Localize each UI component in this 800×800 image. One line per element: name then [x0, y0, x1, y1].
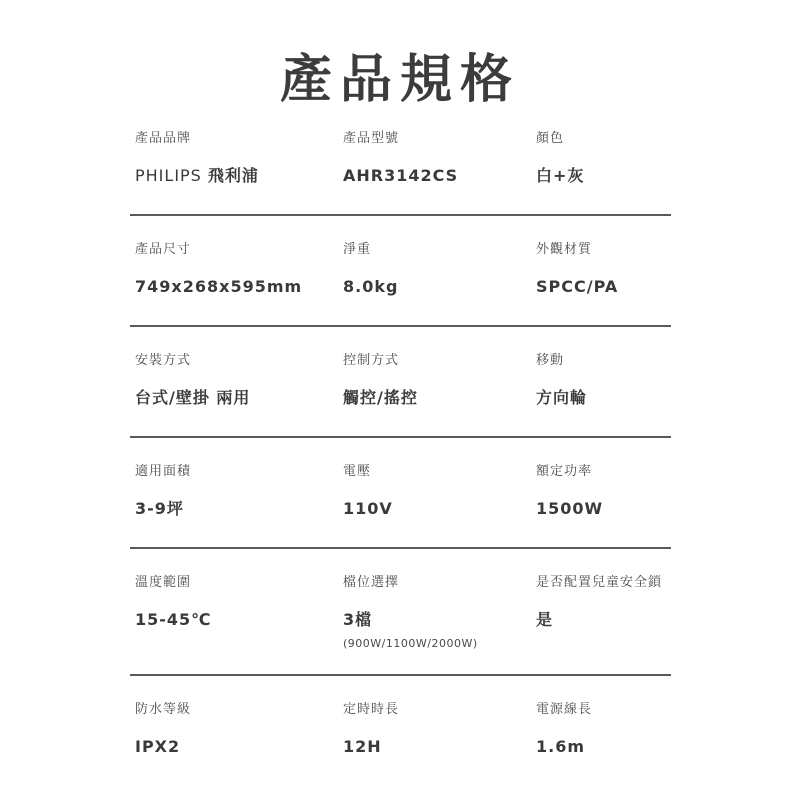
spec-label-movement: 移動 — [536, 353, 565, 368]
spec-value-brand-latin: PHILIPS — [135, 166, 208, 185]
spec-value-control: 觸控/搖控 — [343, 388, 418, 407]
spec-value-timer: 12H — [343, 737, 382, 756]
page-title: 產品規格 — [279, 50, 520, 110]
spec-row-4 — [130, 438, 671, 549]
spec-value-weight: 8.0kg — [343, 277, 399, 296]
spec-row-3 — [130, 327, 671, 438]
spec-label-control: 控制方式 — [343, 353, 400, 368]
spec-value-color: 白+灰 — [536, 166, 585, 185]
spec-value-brand-chinese: 飛利浦 — [207, 166, 259, 185]
spec-label-cord-length: 電源線長 — [536, 702, 593, 717]
spec-value-model: AHR3142CS — [343, 166, 459, 185]
spec-label-color: 顏色 — [536, 131, 565, 146]
spec-label-temperature: 溫度範圍 — [135, 575, 192, 590]
spec-label-model: 產品型號 — [343, 131, 400, 146]
spec-label-gear: 檔位選擇 — [343, 575, 400, 590]
spec-label-power: 額定功率 — [536, 464, 593, 479]
spec-label-child-lock: 是否配置兒童安全鎖 — [536, 575, 663, 590]
spec-row-6 — [130, 676, 671, 787]
spec-label-timer: 定時時長 — [343, 702, 400, 717]
spec-label-material: 外觀材質 — [536, 242, 593, 257]
spec-label-weight: 淨重 — [343, 242, 372, 257]
spec-value-gear: 3檔 — [343, 610, 373, 629]
spec-note-gear: (900W/1100W/2000W) — [343, 637, 478, 650]
spec-value-material: SPCC/PA — [536, 277, 619, 296]
spec-row-5 — [130, 549, 671, 676]
spec-value-size: 749x268x595mm — [135, 277, 303, 296]
spec-value-waterproof: IPX2 — [135, 737, 181, 756]
spec-row-2 — [130, 216, 671, 327]
spec-label-waterproof: 防水等級 — [135, 702, 192, 717]
spec-value-temperature: 15-45℃ — [135, 610, 212, 629]
spec-value-voltage: 110V — [343, 499, 393, 518]
spec-value-area: 3-9坪 — [135, 499, 184, 518]
spec-label-brand: 產品品牌 — [135, 131, 192, 146]
spec-value-movement: 方向輪 — [536, 388, 588, 407]
spec-value-child-lock: 是 — [536, 610, 554, 629]
spec-value-cord-length: 1.6m — [536, 737, 586, 756]
spec-label-size: 產品尺寸 — [135, 242, 192, 257]
spec-label-installation: 安裝方式 — [135, 353, 192, 368]
spec-label-area: 適用面積 — [135, 464, 192, 479]
spec-value-installation: 台式/壁掛 兩用 — [135, 388, 251, 407]
spec-row-1 — [130, 105, 671, 216]
spec-value-power: 1500W — [536, 499, 604, 518]
spec-value-brand — [135, 165, 259, 187]
spec-label-voltage: 電壓 — [343, 464, 372, 479]
